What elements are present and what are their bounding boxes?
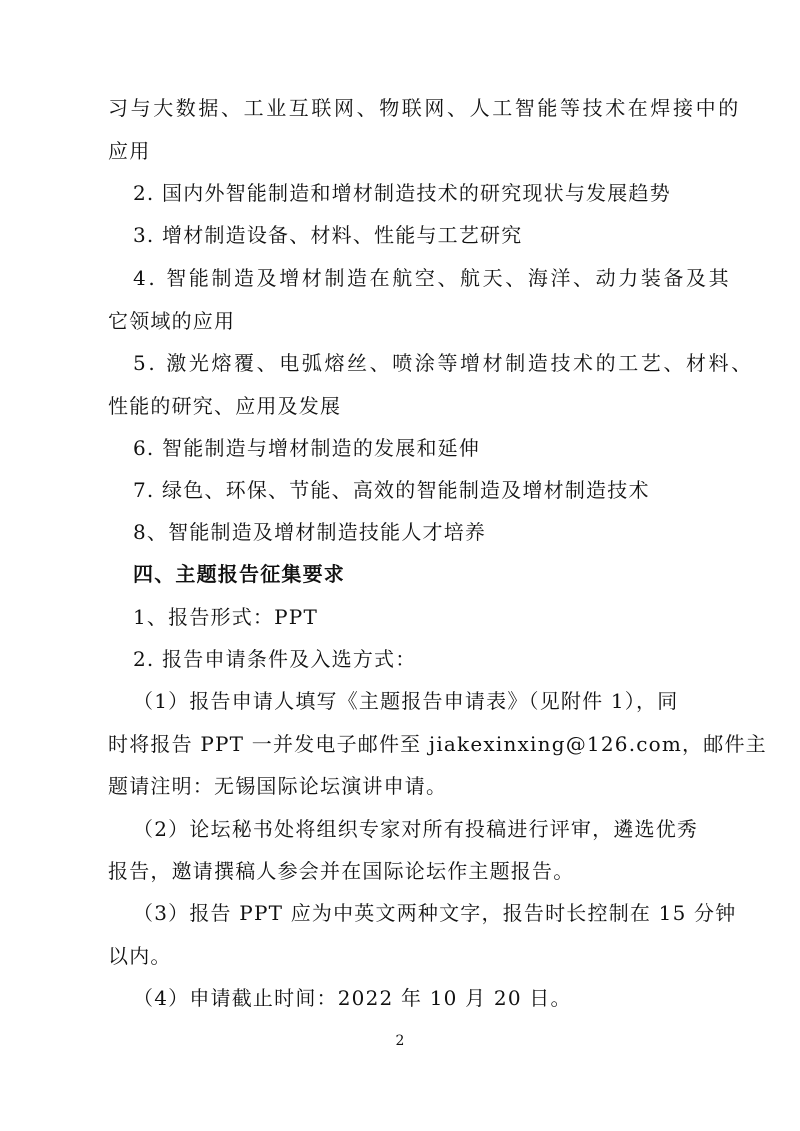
requirement-2: 2. 报告申请条件及入选方式： [133, 647, 417, 671]
list-item-8: 8、智能制造及增材制造技能人才培养 [133, 520, 487, 544]
sub-item-1-line3: 题请注明：无锡国际论坛演讲申请。 [108, 774, 448, 798]
list-item-7: 7. 绿色、环保、节能、高效的智能制造及增材制造技术 [133, 478, 650, 502]
list-item-6: 6. 智能制造与增材制造的发展和延伸 [133, 436, 481, 460]
page-number: 2 [395, 1033, 405, 1049]
sub-item-1-line2: 时将报告 PPT 一并发电子邮件至 jiakexinxing@126.com，邮件主 [108, 732, 767, 756]
list-item-5-line1: 5. 激光熔覆、电弧熔丝、喷涂等增材制造技术的工艺、材料、 [133, 351, 754, 375]
sub-item-1-line1: （1）报告申请人填写《主题报告申请表》（见附件 1），同 [133, 689, 679, 713]
sub-item-2-line2: 报告，邀请撰稿人参会并在国际论坛作主题报告。 [108, 859, 575, 883]
list-item-4-line1: 4. 智能制造及增材制造在航空、航天、海洋、动力装备及其 [133, 266, 732, 290]
sub-item-2-line1: （2）论坛秘书处将组织专家对所有投稿进行评审，遴选优秀 [133, 817, 699, 841]
item1-continuation-line2: 应用 [108, 139, 151, 163]
list-item-4-line2: 它领域的应用 [108, 309, 236, 333]
sub-item-4: （4）申请截止时间：2022 年 10 月 20 日。 [133, 986, 572, 1010]
item1-continuation-line1: 习与大数据、工业互联网、物联网、人工智能等技术在焊接中的 [108, 96, 741, 120]
requirement-1: 1、报告形式：PPT [133, 605, 318, 629]
list-item-2: 2. 国内外智能制造和增材制造技术的研究现状与发展趋势 [133, 181, 671, 205]
list-item-3: 3. 增材制造设备、材料、性能与工艺研究 [133, 223, 523, 247]
sub-item-3-line2: 以内。 [108, 944, 172, 968]
list-item-5-line2: 性能的研究、应用及发展 [108, 394, 342, 418]
section-4-heading: 四、主题报告征集要求 [133, 562, 345, 586]
sub-item-3-line1: （3）报告 PPT 应为中英文两种文字，报告时长控制在 15 分钟 [133, 901, 737, 925]
